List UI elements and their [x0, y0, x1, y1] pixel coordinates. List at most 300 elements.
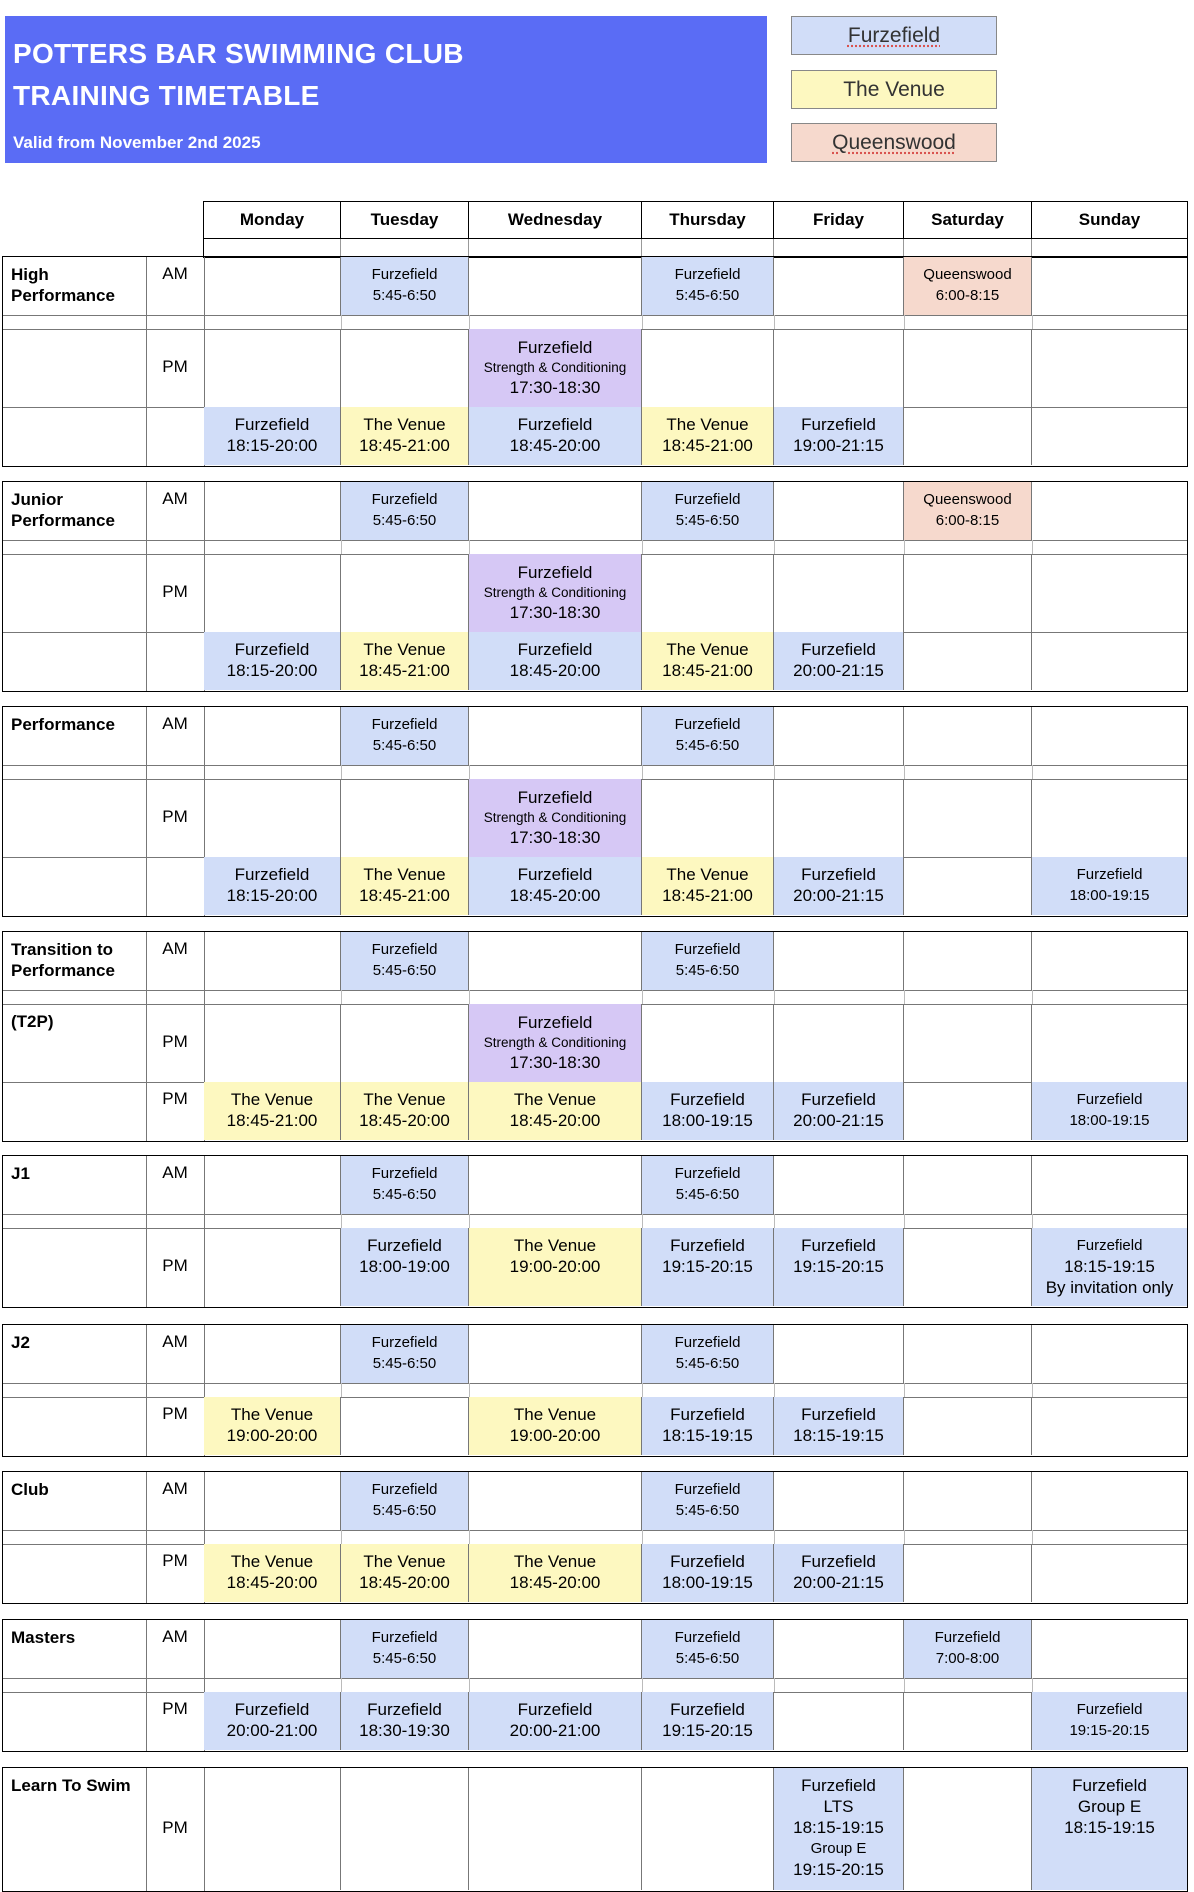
slot-label: PM [162, 1404, 188, 1423]
session-cell [204, 632, 341, 690]
session-detail: 5:45-6:50 [675, 737, 740, 754]
session-cell [774, 1228, 904, 1306]
empty-cell [204, 1768, 341, 1890]
session-cell [774, 1082, 904, 1140]
empty-cell [774, 707, 904, 765]
session-cell [341, 1156, 469, 1214]
session-venue: The Venue [363, 865, 446, 884]
spacer-divider [469, 1383, 470, 1397]
session-detail: 18:45-21:00 [662, 436, 753, 455]
group-name: Transition to Performance [11, 940, 115, 980]
slot-label: AM [162, 1332, 188, 1351]
empty-cell [341, 554, 469, 632]
session-venue: Furzefield [674, 1334, 741, 1351]
session-detail: 18:15-19:15 [793, 1818, 884, 1837]
group-name-suffix: (T2P) [11, 1012, 54, 1031]
spacer-divider [774, 765, 775, 779]
session-venue: The Venue [666, 640, 749, 659]
session-cell [642, 1544, 774, 1602]
empty-cell [469, 932, 642, 990]
spacer-divider [1032, 315, 1033, 329]
empty-cell [904, 554, 1032, 632]
session-cell [341, 482, 469, 540]
spacer-divider [1032, 1530, 1033, 1544]
session-detail: 5:45-6:50 [372, 512, 437, 529]
spacer-divider [341, 1678, 342, 1692]
empty-cell [341, 779, 469, 857]
empty-cell [642, 1768, 774, 1890]
session-cell [204, 1544, 341, 1602]
empty-cell [1032, 1004, 1187, 1082]
group-name: Learn To Swim [11, 1776, 131, 1795]
session-cell [341, 1228, 469, 1306]
session-cell [204, 407, 341, 465]
spacer-divider [1032, 990, 1033, 1004]
empty-cell [904, 1768, 1032, 1890]
session-detail: 17:30-18:30 [509, 828, 601, 847]
session-cell [642, 707, 774, 765]
session-cell [642, 1156, 774, 1214]
session-detail: 20:00-21:15 [793, 1573, 884, 1592]
row-divider [3, 1530, 1187, 1531]
spacer-divider [341, 1383, 342, 1397]
slot-label: PM [162, 1032, 188, 1051]
session-cell [774, 857, 904, 915]
spacer-divider [469, 990, 470, 1004]
session-venue: The Venue [363, 1552, 446, 1571]
group-name: Junior Performance [11, 490, 115, 530]
session-detail: 18:45-20:00 [509, 436, 601, 455]
session-venue: Furzefield [371, 266, 438, 283]
session-venue: Furzefield [801, 640, 876, 659]
legend-furzefield: Furzefield [791, 16, 997, 55]
session-note: Strength & Conditioning [483, 360, 627, 375]
session-venue: The Venue [513, 1405, 597, 1424]
empty-cell [774, 1620, 904, 1678]
session-venue: Furzefield [674, 716, 741, 733]
empty-cell [642, 779, 774, 857]
session-cell [341, 1082, 469, 1140]
day-thursday: Thursday [642, 202, 774, 238]
session-detail: 19:15-20:15 [793, 1860, 884, 1879]
session-cell [204, 857, 341, 915]
session-detail: 17:30-18:30 [509, 603, 601, 622]
group-learn-to-swim [2, 1767, 1188, 1892]
day-friday: Friday [774, 202, 904, 238]
empty-cell [904, 1472, 1032, 1530]
session-venue: Furzefield [234, 865, 310, 884]
spacer-divider [774, 1678, 775, 1692]
session-detail: 5:45-6:50 [675, 962, 740, 979]
session-venue: Furzefield [674, 1629, 741, 1646]
spacer-divider [341, 1214, 342, 1228]
day-spacer [341, 239, 469, 257]
session-venue: Furzefield [517, 1013, 593, 1032]
session-venue: Furzefield [371, 491, 438, 508]
session-cell [341, 1325, 469, 1383]
session-detail: 5:45-6:50 [675, 1502, 740, 1519]
session-venue: Furzefield [674, 1165, 741, 1182]
spacer-divider [642, 1214, 643, 1228]
group-j2 [2, 1324, 1188, 1457]
session-detail: 19:00-21:15 [793, 436, 884, 455]
session-detail: 18:00-19:15 [662, 1573, 753, 1592]
session-cell [642, 932, 774, 990]
spacer-divider [774, 315, 775, 329]
spacer-divider [341, 540, 342, 554]
spacer-divider [774, 1383, 775, 1397]
empty-cell [774, 1004, 904, 1082]
session-venue: Furzefield [801, 865, 876, 884]
group-performance [2, 706, 1188, 917]
session-cell [469, 1082, 642, 1140]
group-name: J2 [11, 1333, 30, 1352]
empty-cell [204, 932, 341, 990]
session-detail: 17:30-18:30 [509, 1053, 601, 1072]
empty-cell [904, 779, 1032, 857]
session-detail: 18:45-21:00 [662, 886, 753, 905]
row-divider [3, 990, 1187, 991]
session-venue: Furzefield [1072, 1776, 1147, 1795]
spacer-divider [1032, 765, 1033, 779]
spacer-divider [341, 315, 342, 329]
slot-label: PM [162, 1551, 188, 1570]
group-name: J1 [11, 1164, 30, 1183]
group-name: Performance [11, 715, 115, 734]
empty-cell [1032, 257, 1187, 315]
session-cell [642, 632, 774, 690]
session-venue: Furzefield [371, 941, 438, 958]
day-sunday: Sunday [1078, 210, 1141, 229]
session-venue: Furzefield [517, 563, 593, 582]
session-cell [642, 1082, 774, 1140]
spacer-divider [904, 315, 905, 329]
session-venue: Furzefield [1076, 866, 1143, 883]
spacer-divider [642, 315, 643, 329]
spacer-divider [1032, 1214, 1033, 1228]
empty-cell [774, 1692, 904, 1750]
session-venue: Furzefield [801, 1405, 876, 1424]
session-cell [204, 1082, 341, 1140]
session-detail: 20:00-21:15 [793, 1111, 884, 1130]
session-cell [774, 632, 904, 690]
empty-cell [1032, 632, 1187, 690]
row-divider [3, 540, 1187, 541]
session-cell [341, 407, 469, 465]
session-venue: Furzefield [674, 491, 741, 508]
day-header [203, 201, 1188, 258]
spacer-divider [1032, 1678, 1033, 1692]
session-venue: Furzefield [670, 1090, 745, 1109]
session-venue: The Venue [363, 640, 446, 659]
session-cell [469, 1228, 642, 1306]
spacer-divider [469, 315, 470, 329]
group-name: Club [11, 1480, 49, 1499]
day-tuesday: Tuesday [341, 202, 469, 238]
empty-cell [1032, 407, 1187, 465]
session-detail: 18:15-19:15 [1064, 1818, 1155, 1837]
session-cell [774, 1397, 904, 1455]
session-detail: 19:00-20:00 [509, 1426, 601, 1445]
session-venue: Furzefield [234, 1700, 310, 1719]
spacer-divider [774, 1214, 775, 1228]
session-cell [341, 257, 469, 315]
day-saturday: Saturday [904, 202, 1032, 238]
session-venue: The Venue [513, 1236, 597, 1255]
slot-label: AM [162, 1479, 188, 1498]
session-venue: Furzefield [801, 1776, 876, 1795]
session-venue: The Venue [666, 865, 749, 884]
day-monday: Monday [204, 202, 341, 238]
empty-cell [642, 1004, 774, 1082]
session-venue: Furzefield [367, 1236, 442, 1255]
session-cell [341, 1544, 469, 1602]
session-venue: Furzefield [371, 716, 438, 733]
session-cell [469, 407, 642, 465]
slot-label: AM [162, 1163, 188, 1182]
empty-cell [904, 1397, 1032, 1455]
row-divider [3, 1678, 1187, 1679]
spacer-divider [341, 990, 342, 1004]
empty-cell [774, 482, 904, 540]
empty-cell [204, 1228, 341, 1306]
empty-cell [1032, 554, 1187, 632]
session-detail: 18:15-19:15 [793, 1426, 884, 1445]
slot-label: PM [162, 357, 188, 376]
spacer-divider [642, 990, 643, 1004]
slot-label: PM [162, 582, 188, 601]
session-detail: 18:00-19:15 [662, 1111, 753, 1130]
session-cell [774, 407, 904, 465]
session-detail: 18:15-20:00 [226, 886, 318, 905]
session-cell [642, 1397, 774, 1455]
empty-cell [204, 779, 341, 857]
session-detail: 18:45-20:00 [509, 886, 601, 905]
spacer-divider [774, 1530, 775, 1544]
session-cell [642, 1620, 774, 1678]
empty-cell [904, 1228, 1032, 1306]
empty-cell [341, 1397, 469, 1455]
empty-cell [774, 257, 904, 315]
session-detail: 18:45-21:00 [662, 661, 753, 680]
empty-cell [642, 329, 774, 407]
session-cell [204, 1397, 341, 1455]
empty-cell [1032, 1544, 1187, 1602]
session-venue: Furzefield [801, 415, 876, 434]
empty-cell [469, 1472, 642, 1530]
session-detail: 5:45-6:50 [675, 1355, 740, 1372]
empty-cell [904, 1004, 1032, 1082]
session-detail: 6:00-8:15 [935, 287, 1000, 304]
session-cell [469, 1004, 642, 1082]
empty-cell [341, 1768, 469, 1890]
empty-cell [1032, 707, 1187, 765]
session-cell [341, 632, 469, 690]
session-cell [904, 257, 1032, 315]
spacer-divider [642, 1530, 643, 1544]
session-detail: 18:45-20:00 [226, 1573, 318, 1592]
session-venue: The Venue [230, 1552, 314, 1571]
session-cell [204, 1692, 341, 1750]
session-venue: The Venue [230, 1090, 314, 1109]
session-detail: 18:45-20:00 [359, 1573, 450, 1592]
day-spacer [204, 239, 341, 257]
session-detail: 19:15-20:15 [1069, 1722, 1150, 1739]
slot-label: PM [162, 1699, 188, 1718]
group-masters [2, 1619, 1188, 1752]
empty-cell [341, 329, 469, 407]
session-venue: Furzefield [670, 1236, 745, 1255]
session-detail: 18:45-21:00 [359, 661, 450, 680]
session-detail: By invitation only [1045, 1278, 1174, 1297]
session-venue: The Venue [363, 415, 446, 434]
empty-cell [469, 482, 642, 540]
session-cell [642, 1228, 774, 1306]
empty-cell [904, 932, 1032, 990]
row-divider [3, 1383, 1187, 1384]
session-detail: LTS [823, 1797, 854, 1816]
session-detail: 20:00-21:15 [793, 886, 884, 905]
empty-cell [204, 554, 341, 632]
spacer-divider [904, 1383, 905, 1397]
session-cell [469, 632, 642, 690]
session-cell [341, 1620, 469, 1678]
group-club [2, 1471, 1188, 1604]
session-cell [904, 482, 1032, 540]
row-divider [3, 315, 1187, 316]
empty-cell [774, 1325, 904, 1383]
empty-cell [1032, 1620, 1187, 1678]
spacer-divider [469, 765, 470, 779]
group-high-performance [2, 256, 1188, 467]
session-detail: 18:45-20:00 [359, 1111, 450, 1130]
empty-cell [774, 779, 904, 857]
group-junior-performance [2, 481, 1188, 692]
session-detail: 18:45-21:00 [359, 886, 450, 905]
spacer-divider [1032, 540, 1033, 554]
title-banner [5, 16, 767, 163]
row-divider [3, 765, 1187, 766]
empty-cell [469, 1156, 642, 1214]
session-detail: 18:30-19:30 [359, 1721, 450, 1740]
session-cell [1032, 1768, 1187, 1890]
session-detail: 5:45-6:50 [675, 512, 740, 529]
slot-label: AM [162, 1627, 188, 1646]
session-note: Strength & Conditioning [483, 810, 627, 825]
session-venue: Furzefield [517, 415, 593, 434]
empty-cell [1032, 1156, 1187, 1214]
session-venue: Furzefield [371, 1165, 438, 1182]
empty-cell [1032, 932, 1187, 990]
day-spacer [469, 239, 642, 257]
empty-cell [1032, 1325, 1187, 1383]
session-detail: 17:30-18:30 [509, 378, 601, 397]
empty-cell [204, 1325, 341, 1383]
empty-cell [904, 1156, 1032, 1214]
session-cell [774, 1544, 904, 1602]
spacer-divider [904, 765, 905, 779]
empty-cell [469, 1620, 642, 1678]
empty-cell [204, 1620, 341, 1678]
session-detail: 18:45-20:00 [509, 1573, 601, 1592]
empty-cell [469, 1325, 642, 1383]
empty-cell [904, 707, 1032, 765]
session-detail: 18:45-20:00 [509, 661, 601, 680]
session-cell [642, 1325, 774, 1383]
session-detail: 19:15-20:15 [793, 1257, 884, 1276]
empty-cell [204, 707, 341, 765]
empty-cell [1032, 482, 1187, 540]
session-detail: 19:15-20:15 [662, 1721, 753, 1740]
spacer-divider [642, 540, 643, 554]
session-venue: Furzefield [674, 1481, 741, 1498]
spacer-divider [904, 1678, 905, 1692]
valid-from-text: Valid from November 2nd 2025 [13, 133, 261, 152]
session-venue: Furzefield [670, 1700, 745, 1719]
empty-cell [774, 1472, 904, 1530]
slot-label: PM [162, 1818, 188, 1837]
spacer-divider [904, 540, 905, 554]
day-spacer [1032, 239, 1187, 257]
empty-cell [904, 407, 1032, 465]
session-cell [341, 707, 469, 765]
session-detail: 18:15-19:15 [1064, 1257, 1155, 1276]
session-venue: Queenswood [923, 266, 1012, 283]
empty-cell [904, 1544, 1032, 1602]
club-name: POTTERS BAR SWIMMING CLUB [13, 38, 464, 69]
slot-label: AM [162, 939, 188, 958]
session-venue: Furzefield [801, 1236, 876, 1255]
slot-label: AM [162, 714, 188, 733]
empty-cell [341, 1004, 469, 1082]
empty-cell [1032, 779, 1187, 857]
session-cell [904, 1620, 1032, 1678]
session-cell [642, 857, 774, 915]
session-cell [469, 329, 642, 407]
session-detail: 5:45-6:50 [372, 737, 437, 754]
empty-cell [469, 1768, 642, 1890]
session-venue: Furzefield [371, 1481, 438, 1498]
group-j1 [2, 1155, 1188, 1308]
session-venue: Furzefield [1076, 1701, 1143, 1718]
session-detail: Group E [1077, 1797, 1142, 1816]
session-cell [1032, 1082, 1187, 1140]
empty-cell [469, 257, 642, 315]
session-cell [642, 1472, 774, 1530]
session-venue: Furzefield [801, 1552, 876, 1571]
empty-cell [904, 1692, 1032, 1750]
session-venue: Furzefield [371, 1629, 438, 1646]
spacer-divider [469, 1678, 470, 1692]
spacer-divider [341, 1530, 342, 1544]
session-venue: Furzefield [934, 1629, 1001, 1646]
session-detail: 5:45-6:50 [675, 287, 740, 304]
session-venue: Furzefield [1076, 1091, 1143, 1108]
session-detail: 19:00-20:00 [509, 1257, 601, 1276]
session-detail: 7:00-8:00 [935, 1650, 1000, 1667]
session-venue: The Venue [513, 1552, 597, 1571]
slot-label: PM [162, 1089, 188, 1108]
session-cell [469, 857, 642, 915]
session-venue: Furzefield [234, 640, 310, 659]
day-spacer [904, 239, 1032, 257]
session-detail: 18:15-20:00 [226, 436, 318, 455]
session-detail: 5:45-6:50 [675, 1650, 740, 1667]
empty-cell [1032, 329, 1187, 407]
session-detail: 5:45-6:50 [372, 1502, 437, 1519]
session-venue: Furzefield [234, 415, 310, 434]
session-cell [341, 1692, 469, 1750]
